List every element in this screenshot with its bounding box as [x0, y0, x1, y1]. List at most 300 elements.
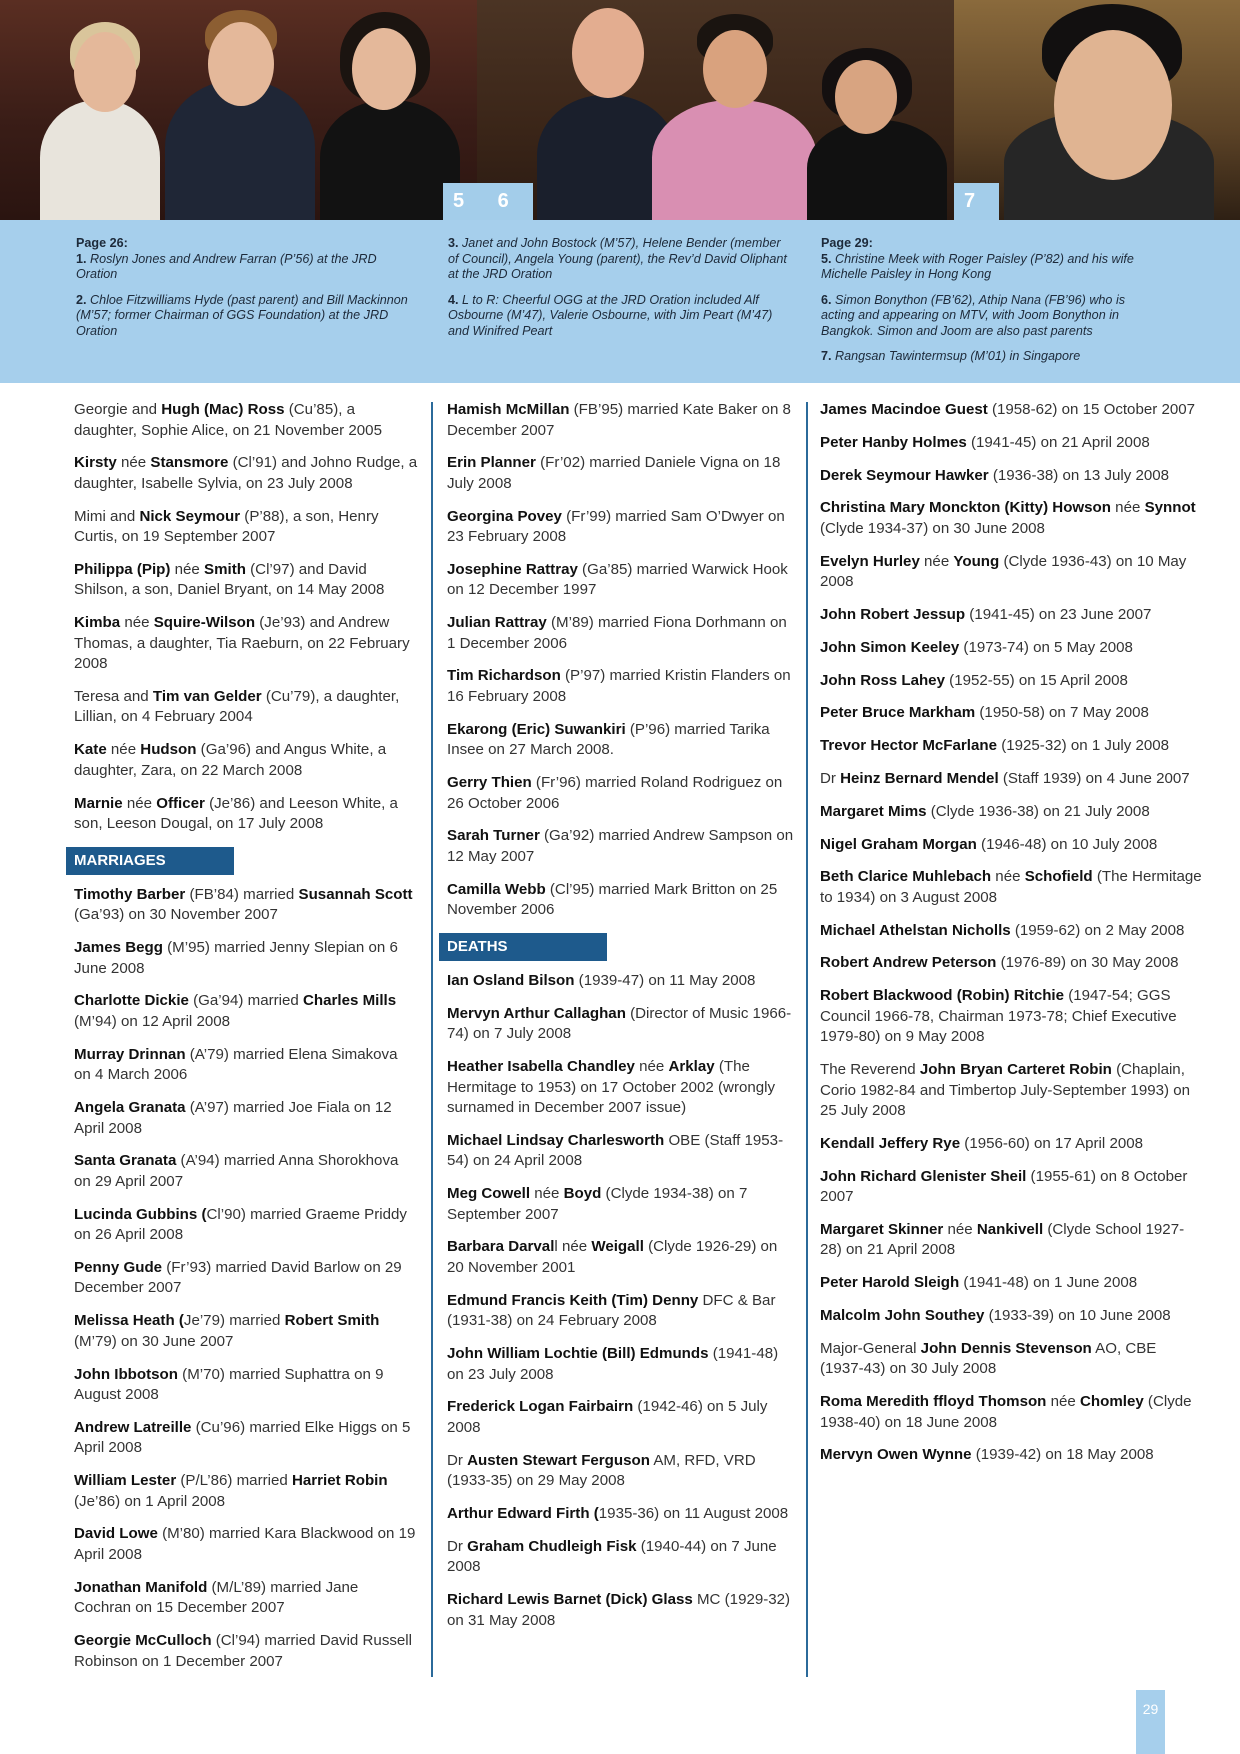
entry-name: John Bryan Carteret Robin [919, 1061, 1112, 1079]
caption-text: Janet and John Bostock (M’57), Helene Bender (member of Council), Angela Young (parent), the Rev’d David Oliphant at the JRD Oration [448, 236, 787, 281]
entry-text: Dr [447, 1451, 468, 1469]
notice-entry [820, 638, 1202, 659]
figure-head [703, 30, 767, 108]
entry-text: (1941-45) on 21 April 2008 [966, 433, 1150, 451]
entry-name: Kate [74, 741, 107, 759]
entry-name: Derek Seymour Hawker [820, 466, 989, 484]
figure-head [1054, 30, 1172, 180]
entry-text: née [120, 614, 154, 632]
entry-name: Camilla Webb [447, 880, 546, 898]
entry-name: Margaret Mims [820, 802, 927, 820]
notice-entry [447, 453, 797, 494]
notice-entry [74, 794, 418, 835]
notice-entry [447, 1537, 797, 1578]
entry-name: Mervyn Owen Wynne [820, 1446, 972, 1464]
notice-entry [820, 1445, 1202, 1466]
entry-name: Timothy Barber [74, 885, 186, 903]
notice-entry [820, 867, 1202, 908]
entry-name: Ian Osland Bilson [447, 971, 575, 989]
notice-entry [447, 507, 797, 548]
entry-text: (A’97) married Joe Fiala on 12 April 2008 [74, 1099, 392, 1137]
entry-name: Charlotte Dickie [74, 992, 189, 1010]
notice-entry [74, 740, 418, 781]
entry-text: (1939-42) on 18 May 2008 [971, 1446, 1154, 1464]
entry-text: (M’70) married Suphattra on 9 August 2008 [74, 1365, 384, 1404]
caption-column [76, 236, 416, 349]
entry-text: (Ga’96) and Angus White, a daughter, Zara, on 22 March 2008 [74, 741, 387, 779]
entry-name: Graham Chudleigh Fisk [467, 1537, 637, 1555]
entry-name: Roma Meredith ffloyd Thomson [820, 1393, 1047, 1411]
entry-name: Peter Hanby Holmes [820, 433, 967, 451]
notice-entry [74, 507, 418, 548]
entry-text: (1959-62) on 2 May 2008 [1010, 921, 1185, 939]
column-1 [74, 400, 418, 1684]
notice-entry [447, 666, 797, 707]
entry-text: (1941-48) on 23 July 2008 [447, 1345, 779, 1383]
entry-name: Andrew Latreille [74, 1418, 192, 1436]
entry-name: Synnot [1144, 499, 1196, 517]
column-3 [820, 400, 1202, 1478]
entry-text: (P’96) married Tarika Insee on 27 March 2008. [447, 720, 770, 759]
entry-text: Dr [447, 1537, 468, 1555]
notice-entry [74, 1524, 418, 1565]
entry-name: Gerry Thien [447, 774, 532, 792]
figure [40, 100, 160, 220]
entry-text: née [991, 868, 1025, 886]
caption-item [821, 293, 1161, 340]
entry-name: Christina Mary Monckton (Kitty) Howson [820, 499, 1111, 517]
entry-text: (The Hermitage to 1934) on 3 August 2008 [820, 868, 1202, 906]
entry-text: (1976-89) on 30 May 2008 [996, 954, 1179, 972]
caption-number: 4. [448, 292, 459, 307]
entry-text: (Cl’95) married Mark Britton on 25 November 2006 [447, 880, 778, 919]
entry-name: Charles Mills [303, 992, 397, 1010]
entry-text: (Cu’85), a daughter, Sophie Alice, on 21 November 2005 [74, 401, 382, 439]
notice-entry [74, 885, 418, 926]
caption-item [821, 252, 1161, 283]
entry-text: (Cu’79), a daughter, Lillian, on 4 February 2004 [74, 687, 400, 726]
entry-text: (Fr’99) married Sam O’Dwyer on 23 February 2008 [447, 507, 785, 546]
notice-entry [820, 498, 1202, 539]
notice-entry [820, 605, 1202, 626]
entry-text: (1973-74) on 5 May 2008 [959, 638, 1133, 656]
entry-text: (1940-44) on 7 June 2008 [447, 1537, 777, 1576]
caption-page-label: Page 26: [76, 236, 128, 250]
entry-text: Cl’90) married Graeme Priddy on 26 April 2008 [74, 1205, 407, 1244]
notice-entry [74, 613, 418, 675]
entry-name: Nigel Graham Morgan [820, 835, 977, 853]
entry-text: (A’94) married Anna Shorokhova on 29 April 2007 [74, 1152, 399, 1190]
notice-entry [74, 1258, 418, 1299]
notice-entry [820, 433, 1202, 454]
entry-text: (1933-39) on 10 June 2008 [984, 1307, 1171, 1325]
entry-text: Dr [820, 769, 841, 787]
entry-name: Beth Clarice Muhlebach [820, 868, 992, 886]
entry-text: (Ga’94) married [188, 992, 303, 1010]
entry-text: (Staff 1939) on 4 June 2007 [998, 769, 1190, 787]
entry-text: (1947-54; GGS Council 1966-78, Chairman 1973-78; Chief Executive 1979-80) on 9 May 2008 [820, 987, 1177, 1046]
entry-text: (1946-48) on 10 July 2008 [976, 835, 1158, 853]
notice-entry [820, 1273, 1202, 1294]
caption-number: 1. [76, 251, 87, 266]
notice-entry [447, 880, 797, 921]
entry-name: Josephine Rattray [447, 560, 578, 578]
entry-text: (Clyde 1936-43) on 10 May 2008 [820, 552, 1187, 591]
notice-entry [74, 1205, 418, 1246]
entry-name: Austen Stewart Ferguson [467, 1451, 650, 1469]
entry-name: James Macindoe Guest [820, 401, 988, 418]
figure-head [74, 32, 136, 112]
caption-text: L to R: Cheerful OGG at the JRD Oration included Alf Osbourne (M’47), Valerie Osbourne, with Jim Peart (M’47) and Winifred Peart [448, 292, 773, 338]
caption-text: Roslyn Jones and Andrew Farran (P’56) at the JRD Oration [76, 251, 377, 281]
entry-text: née [919, 552, 954, 570]
entry-text: (1956-60) on 17 April 2008 [960, 1134, 1144, 1152]
photo-number-tab: 7 [954, 183, 999, 220]
entry-text: MC (1929-32) on 31 May 2008 [447, 1591, 791, 1629]
entry-text: (1936-38) on 13 July 2008 [988, 466, 1170, 484]
caption-item [76, 252, 416, 283]
caption-number: 2. [76, 292, 87, 307]
entry-text: (Fr’93) married David Barlow on 29 December 2007 [74, 1258, 402, 1297]
entry-text: née [1046, 1393, 1080, 1411]
entry-name: Heinz Bernard Mendel [840, 769, 999, 787]
entry-text: (M/L’89) married Jane Cochran on 15 December 2007 [74, 1578, 359, 1617]
entry-text: (Ga’85) married Warwick Hook on 12 December 1997 [447, 560, 788, 599]
entry-text: (1941-45) on 23 June 2007 [965, 605, 1152, 623]
entry-name: Georgie McCulloch [74, 1632, 212, 1650]
page-number: 29 [1136, 1690, 1165, 1754]
section-heading-marriages: MARRIAGES [66, 847, 234, 875]
entry-name: Margaret Skinner [820, 1220, 944, 1238]
caption-number: 7. [821, 349, 832, 363]
entry-text: née [122, 794, 157, 812]
entry-name: Ekarong (Eric) Suwankiri [447, 720, 626, 738]
caption-text: Chloe Fitzwilliams Hyde (past parent) and Bill Mackinnon (M’57; former Chairman of GGS Foundation) at the JRD Oration [76, 292, 408, 338]
notice-entry [820, 400, 1202, 421]
entry-name: Smith [204, 560, 246, 578]
entry-text: née [530, 1185, 564, 1203]
caption-item [821, 349, 1161, 365]
entry-text: (FB’95) married Kate Baker on 8 December 2007 [447, 401, 791, 439]
entry-text: (The Hermitage to 1953) on 17 October 2002 (wrongly surnamed in December 2007 issue) [447, 1058, 776, 1117]
entry-text: (M’94) on 12 April 2008 [74, 1012, 231, 1030]
notice-entry [74, 453, 418, 494]
notice-entry [447, 1504, 797, 1525]
column-divider [806, 402, 808, 1677]
photo-jrd-oration-group [0, 0, 477, 220]
notice-entry [74, 991, 418, 1032]
entry-name: Edmund Francis Keith (Tim) Denny [447, 1291, 699, 1309]
entry-name: Frederick Logan Fairbairn [447, 1398, 634, 1416]
photo-strip [0, 0, 1240, 220]
notice-entry [74, 400, 418, 441]
entry-name: Schofield [1024, 868, 1093, 886]
entry-text: née [170, 560, 205, 578]
entry-text: née [634, 1058, 669, 1076]
column-divider [431, 402, 433, 1677]
entry-text: née [106, 741, 141, 759]
notice-entry [74, 1471, 418, 1512]
entry-name: Officer [156, 794, 205, 812]
caption-page-label: Page 29: [821, 236, 873, 250]
entry-text: Major-General [820, 1339, 921, 1357]
notice-entry [820, 986, 1202, 1048]
entry-text: (Clyde 1934-37) on 30 June 2008 [820, 519, 1045, 537]
figure [652, 100, 817, 220]
entry-text: née [116, 454, 151, 472]
entry-text: (M’89) married Fiona Dorhmann on 1 December 2006 [447, 614, 787, 652]
entry-name: Hudson [140, 741, 197, 759]
entry-name: Robert Blackwood (Robin) Ritchie [820, 987, 1065, 1005]
entry-text: (1950-58) on 7 May 2008 [975, 704, 1149, 722]
entry-name: Angela Granata [74, 1099, 186, 1117]
notice-entry [74, 1098, 418, 1139]
entry-text: (1952-55) on 15 April 2008 [944, 671, 1128, 689]
entry-text: (Clyde 1938-40) on 18 June 2008 [820, 1393, 1192, 1431]
entry-text: Georgie and [74, 401, 162, 418]
entry-name: Michael Lindsay Charlesworth [447, 1131, 665, 1149]
entry-name: Nankivell [976, 1220, 1044, 1238]
entry-name: John William Lochtie (Bill) Edmunds [447, 1345, 709, 1363]
entry-name: Philippa (Pip) [74, 560, 171, 578]
entry-text: (Ga’93) on 30 November 2007 [74, 906, 278, 924]
photo-osg-group [477, 0, 954, 220]
entry-text: (1955-61) on 8 October 2007 [820, 1167, 1188, 1206]
notice-entry [820, 1306, 1202, 1327]
notice-entry [820, 1392, 1202, 1433]
entry-text: (Clyde 1926-29) on 20 November 2001 [447, 1238, 778, 1276]
notice-entry [820, 736, 1202, 757]
entry-text: (Clyde 1936-38) on 21 July 2008 [926, 802, 1150, 820]
notice-entry [820, 835, 1202, 856]
notice-entry [820, 466, 1202, 487]
notice-entry [820, 1060, 1202, 1122]
entry-text: (P/L’86) married [176, 1472, 292, 1490]
entry-name: Heather Isabella Chandley [447, 1058, 635, 1076]
figure-head [208, 22, 274, 106]
notice-entry [447, 1451, 797, 1492]
section-heading-deaths: DEATHS [439, 933, 607, 961]
entry-name: Arthur Edward Firth ( [447, 1504, 599, 1522]
caption-item [448, 236, 793, 283]
notice-entry [74, 687, 418, 728]
entry-text: (Cl’94) married David Russell Robinson on 1 December 2007 [74, 1632, 413, 1670]
entry-name: Kimba [74, 614, 121, 632]
entry-name: Erin Planner [447, 454, 536, 472]
notice-entry [447, 773, 797, 814]
caption-item [448, 293, 793, 340]
notice-entry [74, 1418, 418, 1459]
notice-entry [820, 671, 1202, 692]
notice-entry [447, 826, 797, 867]
caption-text: Rangsan Tawintermsup (M’01) in Singapore [831, 349, 1081, 363]
caption-text: Christine Meek with Roger Paisley (P’82) and his wife Michelle Paisley in Hong Kong [821, 251, 1134, 281]
entry-text: Teresa and [74, 687, 153, 705]
entry-name: John Simon Keeley [820, 638, 960, 656]
entry-text: (Fr’96) married Roland Rodriguez on 26 October 2006 [447, 774, 783, 812]
entry-text: (Ga’92) married Andrew Sampson on 12 May 2007 [447, 827, 794, 865]
entry-text: (M’95) married Jenny Slepian on 6 June 2008 [74, 939, 398, 977]
entry-name: Georgina Povey [447, 507, 562, 525]
notice-entry [820, 953, 1202, 974]
notice-entry [820, 1220, 1202, 1261]
notice-entry [447, 1397, 797, 1438]
entry-name: Arklay [668, 1058, 715, 1076]
entry-name: Stansmore [150, 454, 229, 472]
entry-name: John Ibbotson [74, 1365, 178, 1383]
entry-text: (A’79) married Elena Simakova on 4 March 2006 [74, 1045, 398, 1084]
notice-entry [820, 1134, 1202, 1155]
entry-text: (Chaplain, Corio 1982-84 and Timbertop July-September 1993) on 25 July 2008 [820, 1061, 1191, 1120]
entry-name: Richard Lewis Barnet (Dick) Glass [447, 1591, 693, 1609]
entry-name: Murray Drinnan [74, 1045, 186, 1063]
entry-name: Penny Gude [74, 1258, 163, 1276]
notice-entry [74, 1631, 418, 1672]
entry-text: (Director of Music 1966-74) on 7 July 2008 [447, 1004, 792, 1043]
entry-name: John Richard Glenister Sheil [820, 1167, 1027, 1185]
entry-name: Hamish McMillan [447, 401, 570, 418]
notice-entry [447, 1590, 797, 1631]
entry-name: Peter Harold Sleigh [820, 1274, 960, 1292]
entry-text: (1942-46) on 5 July 2008 [447, 1398, 768, 1436]
entry-text: (Clyde School 1927-28) on 21 April 2008 [820, 1220, 1185, 1259]
entry-name: Hugh (Mac) Ross [161, 401, 285, 418]
entry-text: The Reverend [820, 1061, 920, 1079]
caption-item [76, 293, 416, 340]
figure-head [572, 8, 644, 98]
entry-name: Tim van Gelder [152, 687, 262, 705]
entry-name: Kendall Jeffery Rye [820, 1134, 961, 1152]
entry-name: Mervyn Arthur Callaghan [447, 1004, 626, 1022]
notice-entry [820, 552, 1202, 593]
photo-number-tab: 5 6 [443, 183, 533, 220]
entry-name: Tim Richardson [447, 667, 561, 685]
entry-text: (1958-62) on 15 October 2007 [987, 401, 1196, 418]
entry-text: DFC & Bar (1931-38) on 24 February 2008 [447, 1291, 776, 1330]
entry-name: John Ross Lahey [820, 671, 945, 689]
entry-name: Julian Rattray [447, 614, 547, 632]
entry-text: (Clyde 1934-38) on 7 September 2007 [447, 1185, 748, 1223]
entry-text: (1941-48) on 1 June 2008 [959, 1274, 1138, 1292]
entry-name: James Begg [74, 939, 163, 957]
entry-text: (P’97) married Kristin Flanders on 16 February 2008 [447, 667, 791, 705]
notice-entry [74, 1578, 418, 1619]
notice-entry [447, 1184, 797, 1225]
notice-entry [447, 1004, 797, 1045]
entry-name: Susannah Scott [298, 885, 413, 903]
entry-text: (P’88), a son, Henry Curtis, on 19 September 2007 [74, 507, 379, 546]
notice-entry [820, 1339, 1202, 1380]
entry-text: (1939-47) on 11 May 2008 [574, 971, 756, 989]
caption-number: 5. [821, 251, 832, 266]
entry-text: (Je’86) and Leeson White, a son, Leeson Dougal, on 17 July 2008 [74, 794, 398, 833]
entry-text: (1925-32) on 1 July 2008 [997, 737, 1170, 755]
entry-name: Boyd [563, 1185, 602, 1203]
entry-name: Harriet Robin [291, 1472, 388, 1490]
entry-text: (M’80) married Kara Blackwood on 19 April 2008 [74, 1525, 416, 1563]
entry-text: (Je’86) on 1 April 2008 [74, 1492, 226, 1510]
entry-name: Young [953, 552, 1000, 570]
notice-entry [447, 720, 797, 761]
notice-entry [447, 971, 797, 992]
notice-entry [74, 1045, 418, 1086]
entry-text: AM, RFD, VRD (1933-35) on 29 May 2008 [447, 1451, 756, 1490]
column-2 [447, 400, 797, 1643]
entry-name: Trevor Hector McFarlane [820, 737, 997, 755]
entry-text: (FB’84) married [185, 885, 299, 903]
notice-entry [820, 703, 1202, 724]
notice-entry [74, 1311, 418, 1352]
notice-entry [447, 560, 797, 601]
notice-entry [820, 802, 1202, 823]
entry-name: Peter Bruce Markham [820, 704, 976, 722]
entry-name: Santa Granata [74, 1152, 177, 1170]
notice-entry [820, 921, 1202, 942]
entry-text: AO, CBE (1937-43) on 30 July 2008 [820, 1339, 1157, 1378]
entry-name: Weigall [591, 1238, 644, 1256]
entry-text: (Cu’96) married Elke Higgs on 5 April 2008 [74, 1418, 411, 1457]
entry-text: Mimi and [74, 507, 140, 525]
entry-text: (M’79) on 30 June 2007 [74, 1332, 234, 1350]
entry-name: Sarah Turner [447, 827, 540, 845]
entry-name: John Robert Jessup [820, 605, 966, 623]
entry-text: 1935-36) on 11 August 2008 [598, 1504, 789, 1522]
entry-text: (Cl’97) and David Shilson, a son, Daniel Bryant, on 14 May 2008 [74, 560, 385, 599]
entry-text: Je’79) married [183, 1312, 285, 1330]
entry-name: Melissa Heath ( [74, 1312, 184, 1330]
notice-entry [820, 1167, 1202, 1208]
notice-entry [447, 1131, 797, 1172]
entry-name: Jonathan Manifold [74, 1578, 208, 1596]
caption-column [821, 236, 1161, 375]
entry-name: Barbara Darval [447, 1238, 555, 1256]
entry-name: Chomley [1079, 1393, 1144, 1411]
entry-name: Michael Athelstan Nicholls [820, 921, 1011, 939]
caption-text: Simon Bonython (FB’62), Athip Nana (FB’96) who is acting and appearing on MTV, with Joom Bonython in Bangkok. Simon and Joom are also past parents [821, 292, 1126, 338]
entry-text: née [943, 1220, 977, 1238]
entry-name: Nick Seymour [139, 507, 241, 525]
caption-number: 3. [448, 236, 459, 250]
entry-name: Evelyn Hurley [820, 552, 920, 570]
notice-entry [74, 560, 418, 601]
entry-name: Malcolm John Southey [820, 1307, 985, 1325]
entry-name: Lucinda Gubbins ( [74, 1205, 207, 1223]
entry-name: David Lowe [74, 1525, 158, 1543]
entry-name: Meg Cowell [447, 1185, 531, 1203]
entry-name: Kirsty [74, 454, 117, 472]
entry-name: Robert Smith [284, 1312, 380, 1330]
notice-entry [447, 1237, 797, 1278]
entry-name: Squire-Wilson [153, 614, 256, 632]
entry-text: OBE (Staff 1953-54) on 24 April 2008 [447, 1131, 784, 1170]
figure-head [835, 60, 897, 134]
entry-text: née [1110, 499, 1145, 517]
entry-text: (Je’93) and Andrew Thomas, a daughter, Tia Raeburn, on 22 February 2008 [74, 614, 410, 673]
caption-number: 6. [821, 292, 832, 307]
notice-entry [820, 769, 1202, 790]
caption-band [0, 220, 1240, 383]
notice-entry [447, 1291, 797, 1332]
figure [807, 120, 947, 220]
entry-name: William Lester [74, 1472, 177, 1490]
notice-entry [74, 1151, 418, 1192]
entry-name: Robert Andrew Peterson [820, 954, 997, 972]
entry-name: John Dennis Stevenson [920, 1339, 1092, 1357]
entry-text: (Fr’02) married Daniele Vigna on 18 July 2008 [447, 454, 781, 492]
caption-column [448, 236, 793, 349]
notice-entry [74, 938, 418, 979]
figure-head [352, 28, 416, 110]
